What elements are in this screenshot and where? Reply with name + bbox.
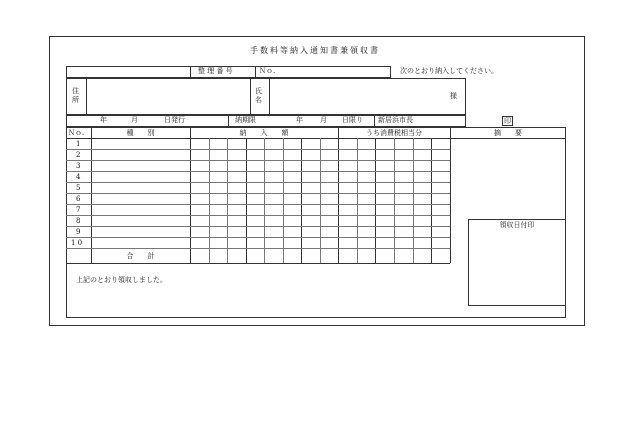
row-number: 7 xyxy=(76,206,81,214)
row-number: 5 xyxy=(76,184,81,192)
row-number: 9 xyxy=(76,228,81,236)
deadline-day: 日限り xyxy=(342,116,363,124)
row-number: 3 xyxy=(76,162,81,170)
sama-label: 様 xyxy=(450,92,457,100)
col-header-tax: うち消費税相当分 xyxy=(366,129,422,137)
col-header-kind: 種 別 xyxy=(126,129,155,137)
receipt-stamp-label: 領収日付印 xyxy=(499,221,535,229)
issue-gatsu: 月 xyxy=(131,116,138,124)
footer-text: 上記のとおり領収しました。 xyxy=(76,276,167,284)
seal-label: 印 xyxy=(504,117,511,125)
deadline-nen: 年 xyxy=(296,116,303,124)
col-header-amount: 納 入 額 xyxy=(239,129,289,137)
address-name-block xyxy=(66,78,466,115)
col-header-no: Ｎｏ. xyxy=(68,129,85,137)
row-number: 2 xyxy=(76,151,81,159)
row-number: 1 xyxy=(76,140,81,148)
issue-nen: 年 xyxy=(100,116,107,124)
seiri-bango-label: 整 理 番 号 xyxy=(198,67,233,75)
row-number: 6 xyxy=(76,195,81,203)
receipt-stamp-box xyxy=(468,219,566,306)
row-number: 8 xyxy=(76,217,81,225)
issue-day: 日発行 xyxy=(164,116,185,124)
name-label-1: 氏 xyxy=(255,87,262,95)
row-number: 4 xyxy=(76,173,81,181)
col-header-remarks: 摘 要 xyxy=(494,129,522,137)
form-title: 手数料等納入通知書兼領収書 xyxy=(250,46,380,55)
name-label-2: 名 xyxy=(255,96,262,104)
address-label-1: 住 xyxy=(72,87,79,95)
seal-box xyxy=(502,116,513,126)
total-label: 合 計 xyxy=(126,252,155,260)
deadline-gatsu: 月 xyxy=(320,116,327,124)
address-label-2: 所 xyxy=(72,96,79,104)
deadline-label: 納期限 xyxy=(235,116,256,124)
row-number: 1 0 xyxy=(71,239,83,247)
no-label: Ｎｏ. xyxy=(259,67,276,75)
mayor-label: 新居浜市長 xyxy=(378,116,413,124)
notice-text: 次のとおり納入してください。 xyxy=(400,67,498,75)
